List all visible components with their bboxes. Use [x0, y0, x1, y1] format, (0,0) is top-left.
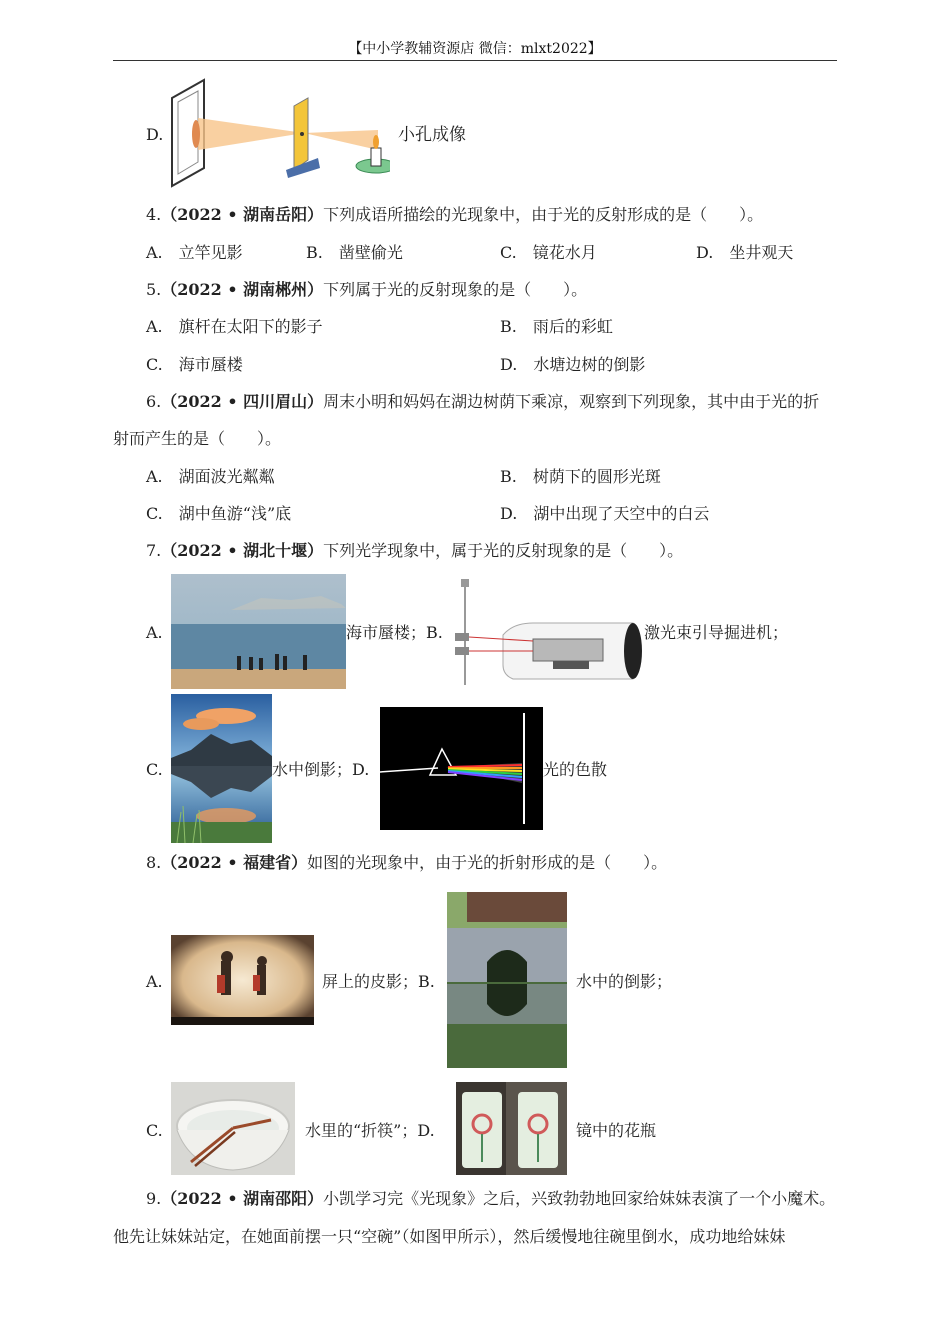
q9-number: 9. [146, 1189, 162, 1208]
question-8-stem [146, 852, 667, 874]
page-header: 【中小学教辅资源店 微信：mlxt2022】 [348, 41, 602, 57]
q8-option-d-caption: 镜中的花瓶 [576, 1121, 657, 1140]
q8-option-a-letter: A. [146, 972, 163, 991]
q7-option-a-caption: 海市蜃楼；B. [346, 623, 443, 642]
q8-source: （2022 • 福建省） [161, 853, 308, 872]
question-7-stem [146, 540, 683, 562]
q7-option-c-letter: C. [146, 760, 163, 779]
header-rule [113, 60, 837, 61]
question-5-stem [146, 279, 587, 301]
q5-option-c: C. 海市蜃楼 [146, 355, 243, 374]
q8-option-c-letter: C. [146, 1121, 163, 1140]
q6-number: 6. [146, 392, 162, 411]
q6-option-a: A. 湖面波光粼粼 [146, 467, 275, 486]
pinhole-imaging-image [168, 78, 390, 188]
q4-option-c: C. 镜花水月 [500, 243, 597, 262]
q7-option-a-letter: A. [146, 623, 163, 642]
q4-option-a: A. 立竿见影 [146, 243, 243, 262]
question-9-stem [146, 1188, 835, 1210]
q5-text: 下列属于光的反射现象的是（ ）。 [323, 280, 588, 299]
q6-option-d: D. 湖中出现了天空中的白云 [500, 504, 710, 523]
q8-option-c-caption: 水里的“折筷”；D. [305, 1121, 435, 1140]
q6-text-line1: 周末小明和妈妈在湖边树荫下乘凉，观察到下列现象，其中由于光的折 [323, 392, 820, 411]
q6-option-c: C. 湖中鱼游“浅”底 [146, 504, 292, 523]
q4-text: 下列成语所描绘的光现象中，由于光的反射形成的是（ ）。 [323, 205, 764, 224]
q9-text-line1: 小凯学习完《光现象》之后，兴致勃勃地回家给妹妹表演了一个小魔术。 [323, 1189, 836, 1208]
q3-option-d-letter: D. [146, 125, 164, 144]
bent-chopsticks-photo [171, 1082, 295, 1175]
question-6-stem [146, 391, 819, 413]
bridge-reflection-photo [447, 892, 567, 1068]
q4-option-d: D. 坐井观天 [696, 243, 794, 262]
mirage-photo [171, 574, 346, 689]
q8-text: 如图的光现象中，由于光的折射形成的是（ ）。 [307, 853, 668, 872]
q7-option-d-caption: 光的色散 [543, 760, 608, 779]
shadow-puppet-photo [171, 935, 314, 1025]
q3-option-d-caption: 小孔成像 [398, 125, 466, 145]
q4-source: （2022 • 湖南岳阳） [161, 205, 324, 224]
q5-option-b: B. 雨后的彩虹 [500, 317, 613, 336]
q7-option-c-caption: 水中倒影；D. [272, 760, 370, 779]
q6-option-b: B. 树荫下的圆形光斑 [500, 467, 661, 486]
lake-reflection-photo [171, 694, 272, 843]
q7-option-b-caption: 激光束引导掘进机； [644, 623, 789, 642]
q9-text-line2: 他先让妹妹站定，在她面前摆一只“空碗”（如图甲所示），然后缓慢地往碗里倒水，成功地给妹妹 [113, 1227, 786, 1246]
q5-number: 5. [146, 280, 162, 299]
prism-dispersion-image [380, 707, 543, 830]
q4-number: 4. [146, 205, 162, 224]
q6-source: （2022 • 四川眉山） [161, 392, 324, 411]
q7-number: 7. [146, 541, 162, 560]
q8-option-b-caption: 水中的倒影； [576, 972, 673, 991]
q8-number: 8. [146, 853, 162, 872]
q8-option-a-caption: 屏上的皮影；B. [322, 972, 435, 991]
laser-tunnel-boring-image [453, 575, 643, 687]
q6-text-line2: 射而产生的是（ ）。 [113, 429, 282, 448]
question-4-stem [146, 204, 763, 226]
q5-option-a: A. 旗杆在太阳下的影子 [146, 317, 323, 336]
mirror-vase-photo [456, 1082, 567, 1175]
q4-option-b: B. 凿壁偷光 [306, 243, 403, 262]
q5-option-d: D. 水塘边树的倒影 [500, 355, 646, 374]
q7-source: （2022 • 湖北十堰） [161, 541, 324, 560]
q5-source: （2022 • 湖南郴州） [161, 280, 324, 299]
q9-source: （2022 • 湖南邵阳） [161, 1189, 324, 1208]
q7-text: 下列光学现象中，属于光的反射现象的是（ ）。 [323, 541, 684, 560]
